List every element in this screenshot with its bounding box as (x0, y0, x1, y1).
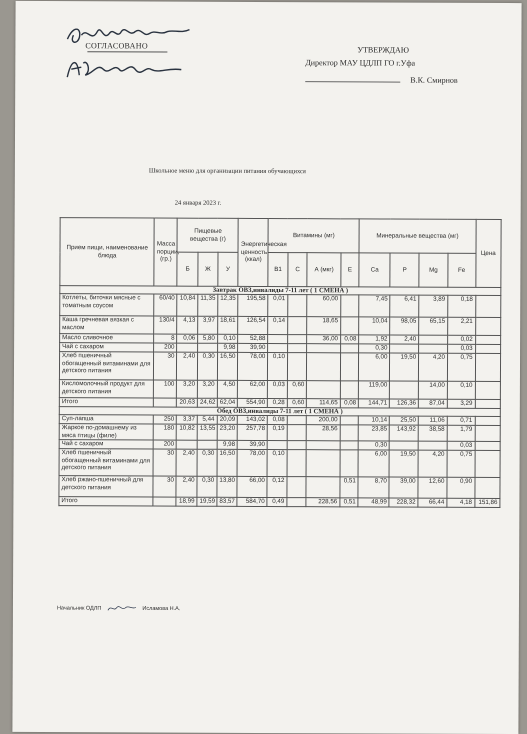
cell-en: 52,88 (238, 335, 268, 344)
cell-b: 2,40 (176, 449, 197, 476)
total-e: 0,08 (340, 399, 358, 407)
total-c: 0,60 (287, 399, 307, 407)
cell-u: 18,61 (217, 317, 238, 335)
cell-c (287, 335, 307, 344)
table-row (59, 449, 500, 478)
cell-v1: 0,08 (268, 416, 288, 425)
cell-c: 0,60 (287, 381, 307, 399)
header-u: У (218, 252, 239, 286)
cell-mass: 200 (154, 440, 177, 449)
cell-en: 78,00 (238, 353, 268, 381)
cell-p: 25,50 (390, 416, 419, 425)
cell-b (177, 440, 198, 449)
cell-en: 39,90 (238, 344, 268, 353)
cell-a: 36,00 (307, 335, 340, 344)
cell-price (475, 354, 501, 382)
agreed-label: СОГЛАСОВАНО (85, 41, 148, 51)
cell-mass: 130/4 (154, 316, 177, 334)
cell-p: 143,92 (390, 425, 419, 441)
cell-b: 2,40 (177, 353, 198, 381)
cell-c (287, 416, 307, 425)
total-mass (153, 497, 176, 506)
cell-en: 62,00 (238, 381, 268, 399)
cell-name: Чай с сахаром (59, 440, 153, 449)
cell-zh (198, 344, 218, 353)
total-b: 18,99 (176, 497, 197, 505)
total-ca: 48,99 (358, 498, 389, 507)
cell-zh: 0,30 (197, 476, 217, 497)
header-v1: В1 (268, 253, 288, 287)
total-fe: 4,18 (447, 499, 475, 508)
cell-ca: 0,30 (359, 344, 390, 353)
cell-fe: 1,79 (447, 426, 475, 442)
cell-c (287, 441, 307, 450)
cell-price (475, 442, 500, 451)
total-u: 83,57 (217, 498, 238, 506)
cell-v1: 0,19 (268, 425, 288, 441)
cell-b: 10,84 (177, 295, 198, 317)
header-zh: Ж (198, 252, 218, 286)
cell-e: 0,08 (340, 335, 358, 344)
header-fe: Fe (448, 253, 476, 287)
footer-handwritten-signature (107, 604, 137, 612)
total-c (287, 498, 307, 506)
cell-c (287, 353, 307, 381)
cell-ca: 10,14 (359, 416, 390, 425)
table-row (59, 352, 500, 382)
cell-mg: 4,20 (418, 450, 447, 477)
cell-u: 4,50 (217, 381, 238, 399)
cell-p: 19,50 (389, 450, 418, 477)
cell-mass: 250 (154, 415, 177, 424)
section-title: Завтрак ОВЗ,инвалиды 7-11 лет ( 1 СМЕНА ) (60, 286, 501, 296)
total-v1: 0,49 (267, 498, 287, 506)
header-minerals: Минеральные вещества (мг) (359, 219, 475, 254)
cell-price (475, 318, 501, 336)
cell-mg (419, 336, 448, 345)
header-a: А (мкг) (307, 253, 341, 287)
director-name: В.К. Смирнов (410, 75, 458, 85)
menu-title: Школьное меню для организации питания обучающихся (148, 167, 306, 176)
cell-ca: 119,00 (359, 381, 390, 399)
cell-u: 23,20 (217, 425, 238, 441)
total-mass (154, 398, 177, 407)
header-price: Цена (475, 219, 501, 287)
cell-fe: 0,71 (447, 417, 475, 426)
cell-en: 126,54 (238, 317, 268, 335)
menu-table (58, 217, 501, 508)
cell-a: 60,00 (307, 295, 340, 317)
cell-v1 (267, 441, 287, 450)
header-mass: Масса порции, (гр.) (154, 218, 177, 286)
total-zh: 19,59 (197, 497, 217, 505)
cell-fe: 0,18 (448, 296, 476, 318)
cell-u: 20,09 (217, 416, 238, 425)
header-nutrients: Пищевые вещества (г) (177, 218, 238, 252)
cell-name: Масло сливочное (60, 334, 154, 343)
cell-mass: 30 (153, 449, 176, 476)
cell-c (288, 295, 308, 317)
total-en: 584,70 (237, 498, 267, 507)
cell-zh: 3,97 (198, 317, 218, 335)
total-zh: 24,62 (197, 399, 217, 407)
cell-v1: 0,03 (268, 381, 288, 399)
agreed-signature-block (63, 23, 223, 94)
cell-fe: 0,03 (447, 345, 475, 354)
cell-v1: 0,10 (268, 353, 288, 381)
cell-u: 9,98 (217, 441, 238, 450)
cell-v1: 0,14 (268, 317, 288, 335)
header-mg: Mg (419, 253, 448, 287)
header-ca: Ca (359, 253, 390, 287)
cell-fe: 0,03 (447, 442, 475, 451)
cell-mass: 60/40 (154, 294, 177, 316)
cell-mg (418, 441, 447, 450)
cell-ca: 6,00 (358, 450, 389, 477)
cell-e (341, 295, 360, 317)
cell-p: 6,41 (390, 295, 419, 317)
cell-c (287, 477, 307, 498)
cell-a (307, 441, 340, 450)
cell-zh: 13,55 (197, 424, 217, 440)
cell-e (340, 344, 358, 353)
cell-name: Жаркое по-домашнему из мяса птицы (филе) (59, 424, 153, 440)
cell-mg: 38,58 (418, 425, 447, 441)
cell-price (475, 296, 501, 318)
cell-e (340, 381, 359, 399)
cell-name: Хлеб пшеничный обогащенный витаминами для детского питания (59, 449, 154, 476)
cell-u: 13,80 (217, 477, 238, 498)
cell-price (475, 451, 501, 478)
cell-mg (419, 345, 448, 354)
cell-fe: 2,21 (448, 318, 476, 336)
cell-en: 143,02 (238, 416, 268, 425)
cell-en: 257,78 (238, 425, 268, 441)
cell-c (287, 344, 307, 353)
cell-en: 195,58 (238, 295, 268, 317)
total-v1: 0,28 (268, 399, 288, 407)
total-e: 0,51 (340, 498, 358, 506)
cell-mg: 14,00 (418, 382, 447, 400)
cell-e (340, 450, 359, 477)
cell-b: 0,06 (177, 335, 198, 344)
cell-zh (197, 440, 217, 449)
cell-zh: 11,35 (198, 295, 218, 317)
cell-ca: 0,30 (358, 441, 389, 450)
total-ca: 144,71 (359, 399, 390, 408)
cell-zh: 5,44 (197, 415, 217, 424)
total-mg: 87,04 (418, 400, 447, 409)
total-p: 126,36 (390, 399, 419, 408)
cell-mass: 8 (154, 334, 177, 343)
cell-price (475, 345, 500, 354)
table-row (59, 380, 500, 400)
document-sheet (12, 1, 521, 734)
total-b: 20,63 (177, 399, 198, 407)
cell-v1 (268, 335, 288, 344)
cell-fe: 0,75 (447, 354, 475, 382)
cell-ca: 1,92 (359, 335, 390, 344)
cell-p: 19,50 (390, 353, 419, 381)
cell-a (306, 450, 339, 477)
total-row (59, 497, 500, 507)
cell-e (340, 425, 359, 441)
total-fe: 3,29 (447, 400, 475, 409)
cell-a (307, 381, 340, 399)
cell-en: 78,00 (237, 450, 267, 477)
total-p: 228,32 (389, 498, 418, 507)
director-title: Директор МАУ ЦДЛП ГО г.Уфа (305, 58, 416, 68)
cell-price (475, 382, 501, 400)
cell-mass: 200 (154, 343, 177, 352)
cell-u: 16,50 (217, 353, 238, 381)
header-energy: Энергетическая ценность (ккал) (238, 218, 268, 286)
cell-c (287, 425, 307, 441)
footer-signature (57, 604, 180, 613)
cell-b: 10,82 (177, 424, 198, 440)
cell-a: 28,56 (307, 425, 340, 441)
cell-v1: 0,12 (267, 477, 287, 498)
cell-mg: 3,89 (419, 296, 448, 318)
cell-mass: 30 (153, 476, 176, 497)
cell-b: 3,37 (177, 415, 198, 424)
cell-price (474, 478, 500, 499)
cell-p: 2,40 (390, 335, 419, 344)
cell-ca: 6,00 (359, 353, 390, 381)
cell-name: Каша гречневая вязкая с маслом (60, 316, 154, 334)
cell-fe: 0,90 (447, 478, 475, 499)
cell-v1: 0,10 (267, 450, 287, 477)
approval-block (305, 43, 505, 87)
header-vitamins: Витамины (мг) (268, 219, 359, 253)
menu-date: 24 января 2023 г. (174, 199, 222, 207)
cell-fe: 0,75 (447, 451, 475, 478)
header-b: Б (177, 252, 198, 286)
total-en: 554,90 (238, 399, 268, 408)
cell-ca: 10,04 (359, 317, 390, 335)
cell-e: 0,51 (340, 477, 359, 498)
cell-u: 12,35 (217, 295, 238, 317)
total-a: 228,56 (306, 498, 339, 507)
cell-a: 18,65 (307, 317, 340, 335)
cell-ca: 8,70 (358, 477, 389, 498)
cell-fe: 0,10 (447, 382, 475, 400)
cell-price (475, 417, 500, 426)
cell-price (475, 426, 501, 442)
cell-p: 39,00 (389, 477, 418, 498)
cell-price (475, 336, 500, 345)
cell-name: Суп-лапша (59, 415, 153, 424)
total-a: 114,65 (307, 399, 340, 408)
cell-zh: 0,30 (198, 353, 218, 381)
handwritten-signature (63, 23, 223, 94)
cell-ca: 23,85 (358, 425, 389, 441)
table-row (59, 424, 500, 442)
cell-u: 0,10 (217, 335, 238, 344)
cell-u: 16,50 (217, 450, 238, 477)
header-p: P (390, 253, 419, 287)
cell-name: Котлеты, биточки мясные с томатным соусом (60, 294, 154, 316)
cell-u: 9,98 (217, 344, 238, 353)
cell-a (307, 344, 340, 353)
cell-mg: 4,20 (419, 354, 448, 382)
cell-mg: 65,15 (419, 318, 448, 336)
cell-ca: 7,45 (359, 295, 390, 317)
total-mg: 66,44 (418, 498, 447, 507)
table-row (60, 294, 501, 318)
cell-name: Чай с сахаром (60, 343, 154, 352)
cell-mass: 30 (154, 352, 177, 380)
cell-en: 66,00 (237, 477, 267, 498)
cell-e (340, 353, 359, 381)
cell-fe: 0,02 (447, 336, 475, 345)
cell-name: Хлеб пшеничный обогащенный витаминами для детского питания (59, 352, 154, 380)
cell-b: 4,13 (177, 317, 198, 335)
cell-e (340, 441, 358, 450)
cell-mg: 12,60 (418, 477, 447, 498)
cell-zh: 3,20 (197, 381, 217, 399)
cell-b: 2,40 (176, 476, 197, 497)
cell-p (390, 344, 419, 353)
total-price: 151,86 (474, 499, 499, 508)
cell-c (287, 450, 307, 477)
cell-zh: 0,30 (197, 449, 217, 476)
director-signature-line (305, 73, 400, 82)
cell-v1 (268, 344, 288, 353)
cell-p: 98,05 (390, 317, 419, 335)
table-row (59, 476, 500, 499)
cell-v1: 0,01 (268, 295, 288, 317)
cell-mass: 100 (154, 380, 177, 398)
total-name: Итого (59, 398, 153, 407)
section-title: Обед ОВЗ,инвалиды 7-11 лет ( 1 СМЕНА ) (59, 406, 500, 416)
cell-mass: 180 (154, 424, 177, 440)
cell-c (288, 317, 308, 335)
cell-a (306, 477, 339, 498)
approved-label: УТВЕРЖДАЮ (357, 45, 409, 55)
total-name: Итого (59, 497, 153, 506)
cell-name: Кисломолочный продукт для детского питания (59, 380, 153, 398)
cell-p (389, 441, 418, 450)
cell-e (340, 317, 359, 335)
cell-name: Хлеб ржано-пшеничный для детского питания (59, 476, 153, 497)
cell-e (340, 416, 358, 425)
total-price (475, 400, 500, 409)
header-meal: Прием пищи, наименование блюда (60, 218, 155, 286)
total-u: 62,04 (217, 399, 238, 407)
cell-b (177, 344, 198, 353)
cell-a (307, 353, 340, 381)
cell-mg: 11,06 (418, 416, 447, 425)
footer-name: Исламова Н.А. (142, 605, 181, 613)
cell-en: 39,90 (238, 441, 268, 450)
cell-zh: 5,80 (198, 335, 218, 344)
header-c: С (288, 253, 308, 287)
cell-a: 200,00 (307, 416, 340, 425)
footer-role: Начальник ОДЛП (56, 605, 102, 612)
header-e: Е (341, 253, 360, 287)
cell-b: 3,20 (177, 381, 198, 399)
table-row (60, 316, 501, 336)
cell-p (390, 381, 419, 399)
